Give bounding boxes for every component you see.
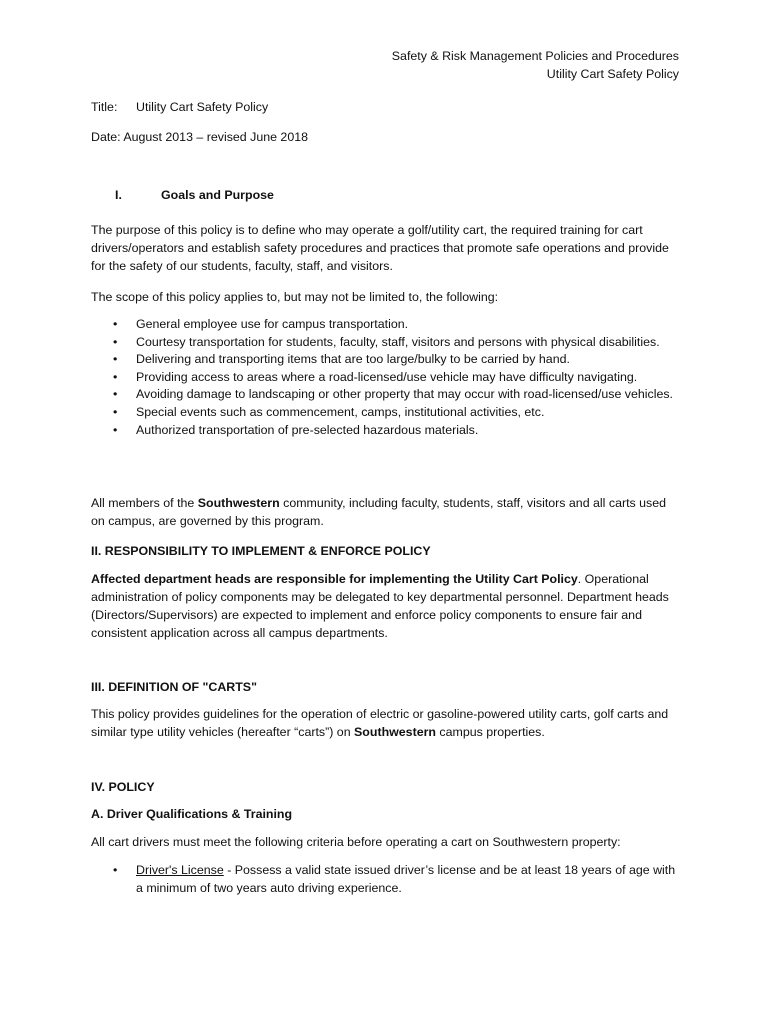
list-item [91,334,681,352]
bullet-glyph: • [113,317,118,331]
responsibility-bold-lead: Affected department heads are responsible for implementing the Utility Cart Policy [91,572,578,586]
header-line-1: Safety & Risk Management Policies and Procedures [391,49,679,63]
list-item [91,369,681,387]
list-item-text: Providing access to areas where a road-licensed/use vehicle may have difficulty navigating. [136,369,638,384]
qualifications-intro: All cart drivers must meet the following criteria before operating a cart on Southwestern property: [91,835,621,849]
definition-text-pre: This policy provides guidelines for the operation of electric or gasoline-powered utility carts, golf carts and similar type utility vehicles (hereafter “carts”) on [91,707,669,739]
section-1-heading [91,186,681,204]
purpose-paragraph: The purpose of this policy is to define who may operate a golf/utility cart, the required training for cart drivers/operators and establish safety procedures and practices that promote safe operations and provide for the safety of our students, faculty, staff, and visitors. [91,223,669,273]
section-3-heading: III. DEFINITION OF "CARTS" [91,680,257,694]
title-label: Title: [91,100,118,114]
list-item [91,316,681,334]
doc-date: Date: August 2013 – revised June 2018 [91,130,308,144]
bullet-glyph: • [113,352,118,367]
list-item [91,351,681,369]
bullet-glyph: • [113,334,118,349]
responsibility-text: . Operational administration of policy components may be delegated to key departmental personnel. Department heads (Directors/Supervisors) are expected to implement and enforce policy components to ensure fair and consistent application across all campus departments. [91,572,669,640]
bullet-glyph: • [113,863,118,877]
section-4a-subheading: A. Driver Qualifications & Training [91,807,293,821]
title-value: Utility Cart Safety Policy [136,100,269,114]
section-1-title: Goals and Purpose [161,188,274,202]
members-text-bold: Southwestern [197,496,280,510]
scope-intro: The scope of this policy applies to, but may not be limited to, the following: [91,290,499,304]
list-item-text: Delivering and transporting items that are too large/bulky to be carried by hand. [136,352,570,367]
list-item [91,422,681,440]
bullet-glyph: • [113,387,118,402]
bullet-glyph: • [113,369,118,384]
definition-text-bold: Southwestern [354,725,436,739]
list-item [91,386,681,404]
scope-list [91,316,681,439]
header-line-2: Utility Cart Safety Policy [546,67,679,81]
list-item-text: Avoiding damage to landscaping or other property that may occur with road-licensed/use vehicles. [136,387,673,402]
bullet-glyph: • [113,422,118,437]
drivers-license-label: Driver's License [136,863,224,877]
doc-title-row [91,98,681,116]
members-text-pre: All members of the [91,496,198,510]
qualifications-list [91,862,681,897]
section-2-heading: II. RESPONSIBILITY TO IMPLEMENT & ENFORCE POLICY [91,544,431,558]
definition-text-post: campus properties. [435,725,545,739]
definition-paragraph [91,705,681,741]
members-paragraph [91,494,681,530]
responsibility-paragraph [91,570,681,642]
list-item-text: Special events such as commencement, camps, institutional activities, etc. [136,404,545,419]
list-item [91,404,681,422]
members-text-post: community, including faculty, students, staff, visitors and all carts used on campus, are governed by this program. [91,496,667,528]
section-1-number: I. [115,188,122,202]
section-4-heading: IV. POLICY [91,780,155,794]
drivers-license-text: - Possess a valid state issued driver’s license and be at least 18 years of age with a minimum of two years auto driving experience. [136,863,676,895]
bullet-glyph: • [113,404,118,419]
list-item-text: Authorized transportation of pre-selected hazardous materials. [136,422,479,437]
list-item [91,862,681,897]
running-header [392,47,679,83]
list-item-text: Courtesy transportation for students, faculty, staff, visitors and persons with physical disabilities. [136,334,660,349]
list-item-text: General employee use for campus transportation. [136,317,409,331]
